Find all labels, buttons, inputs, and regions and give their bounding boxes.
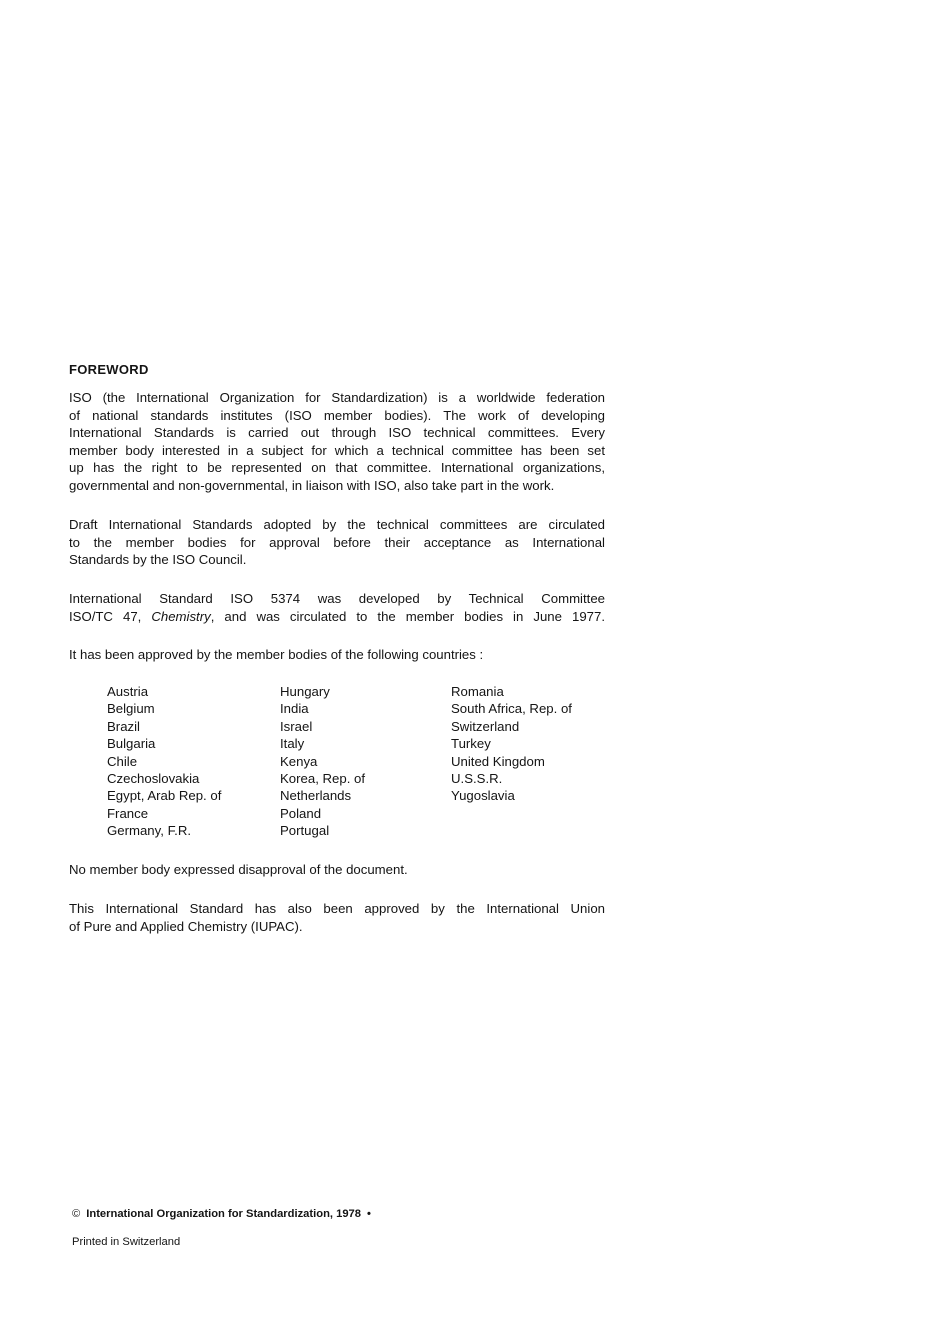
paragraph-line: No member body expressed disapproval of the document.	[69, 862, 408, 877]
country-item: Turkey	[451, 736, 491, 752]
paragraph-line: to the member bodies for approval before their acceptance as International	[69, 534, 605, 550]
paragraph-line: ISO (the International Organization for Standardization) is a worldwide federation	[69, 390, 605, 405]
paragraph-line: of Pure and Applied Chemistry (IUPAC).	[69, 918, 303, 934]
printed-location: Printed in Switzerland	[72, 1236, 181, 1248]
paragraph-line: This International Standard has also been approved by the International Union	[69, 901, 605, 916]
paragraph-line: member body interested in a subject for which a technical committee has been set	[69, 442, 605, 458]
countries-column-3	[451, 683, 572, 805]
paragraph-line: governmental and non-governmental, in liaison with ISO, also take part in the work.	[69, 477, 555, 493]
committee-ref: ISO/TC 47,	[69, 608, 142, 624]
paragraph-no-disapproval	[69, 861, 605, 879]
country-item: Poland	[280, 805, 322, 821]
copyright-text: International Organization for Standardization, 1978	[86, 1208, 362, 1220]
paragraph-line: International Standard ISO 5374 was developed by Technical Committee	[69, 591, 605, 606]
bullet-icon: •	[367, 1208, 371, 1220]
paragraph-line: It has been approved by the member bodies of the following countries :	[69, 647, 484, 662]
country-item: Egypt, Arab Rep. of	[107, 788, 222, 804]
paragraph-approval-intro	[69, 646, 605, 664]
country-item: Switzerland	[451, 718, 520, 734]
country-item: Austria	[107, 684, 149, 699]
country-item: Portugal	[280, 823, 330, 839]
countries-column-2	[280, 683, 365, 840]
paragraph-line: International Standards is carried out through ISO technical committees. Every	[69, 425, 605, 441]
country-item: Yugoslavia	[451, 788, 515, 804]
paragraph-line	[69, 608, 605, 626]
country-item: Brazil	[107, 718, 140, 734]
country-item: Romania	[451, 684, 504, 699]
country-item: India	[280, 701, 309, 717]
country-item: Netherlands	[280, 788, 352, 804]
country-item: U.S.S.R.	[451, 771, 503, 787]
country-item: Hungary	[280, 684, 330, 699]
country-item: Belgium	[107, 701, 155, 717]
country-item: Czechoslovakia	[107, 771, 200, 787]
countries-column-1	[107, 683, 221, 840]
country-item: Korea, Rep. of	[280, 771, 366, 787]
country-item: Israel	[280, 718, 313, 734]
foreword-heading: FOREWORD	[69, 362, 149, 377]
paragraph-line: of national standards institutes (ISO member bodies). The work of developing	[69, 407, 605, 423]
country-item: United Kingdom	[451, 753, 545, 769]
country-item: Kenya	[280, 753, 318, 769]
country-item: Chile	[107, 753, 138, 769]
paragraph-iso-description	[69, 389, 605, 495]
country-item: Italy	[280, 736, 305, 752]
country-item: Bulgaria	[107, 736, 156, 752]
copyright-icon: ©	[72, 1208, 81, 1220]
country-item: South Africa, Rep. of	[451, 701, 572, 717]
paragraph-draft-standards	[69, 516, 605, 569]
paragraph-line: Standards by the ISO Council.	[69, 552, 247, 568]
committee-name: Chemistry	[151, 608, 211, 624]
paragraph-line: up has the right to be represented on that committee. International organizations,	[69, 460, 605, 476]
paragraph-iupac-approval	[69, 900, 605, 935]
paragraph-line: Draft International Standards adopted by the technical committees are circulated	[69, 517, 605, 532]
circulation-note: , and was circulated to the member bodies in June 1977.	[210, 608, 605, 624]
country-item: Germany, F.R.	[107, 823, 192, 839]
copyright-notice	[72, 1208, 371, 1220]
country-item: France	[107, 805, 149, 821]
paragraph-development	[69, 590, 605, 625]
